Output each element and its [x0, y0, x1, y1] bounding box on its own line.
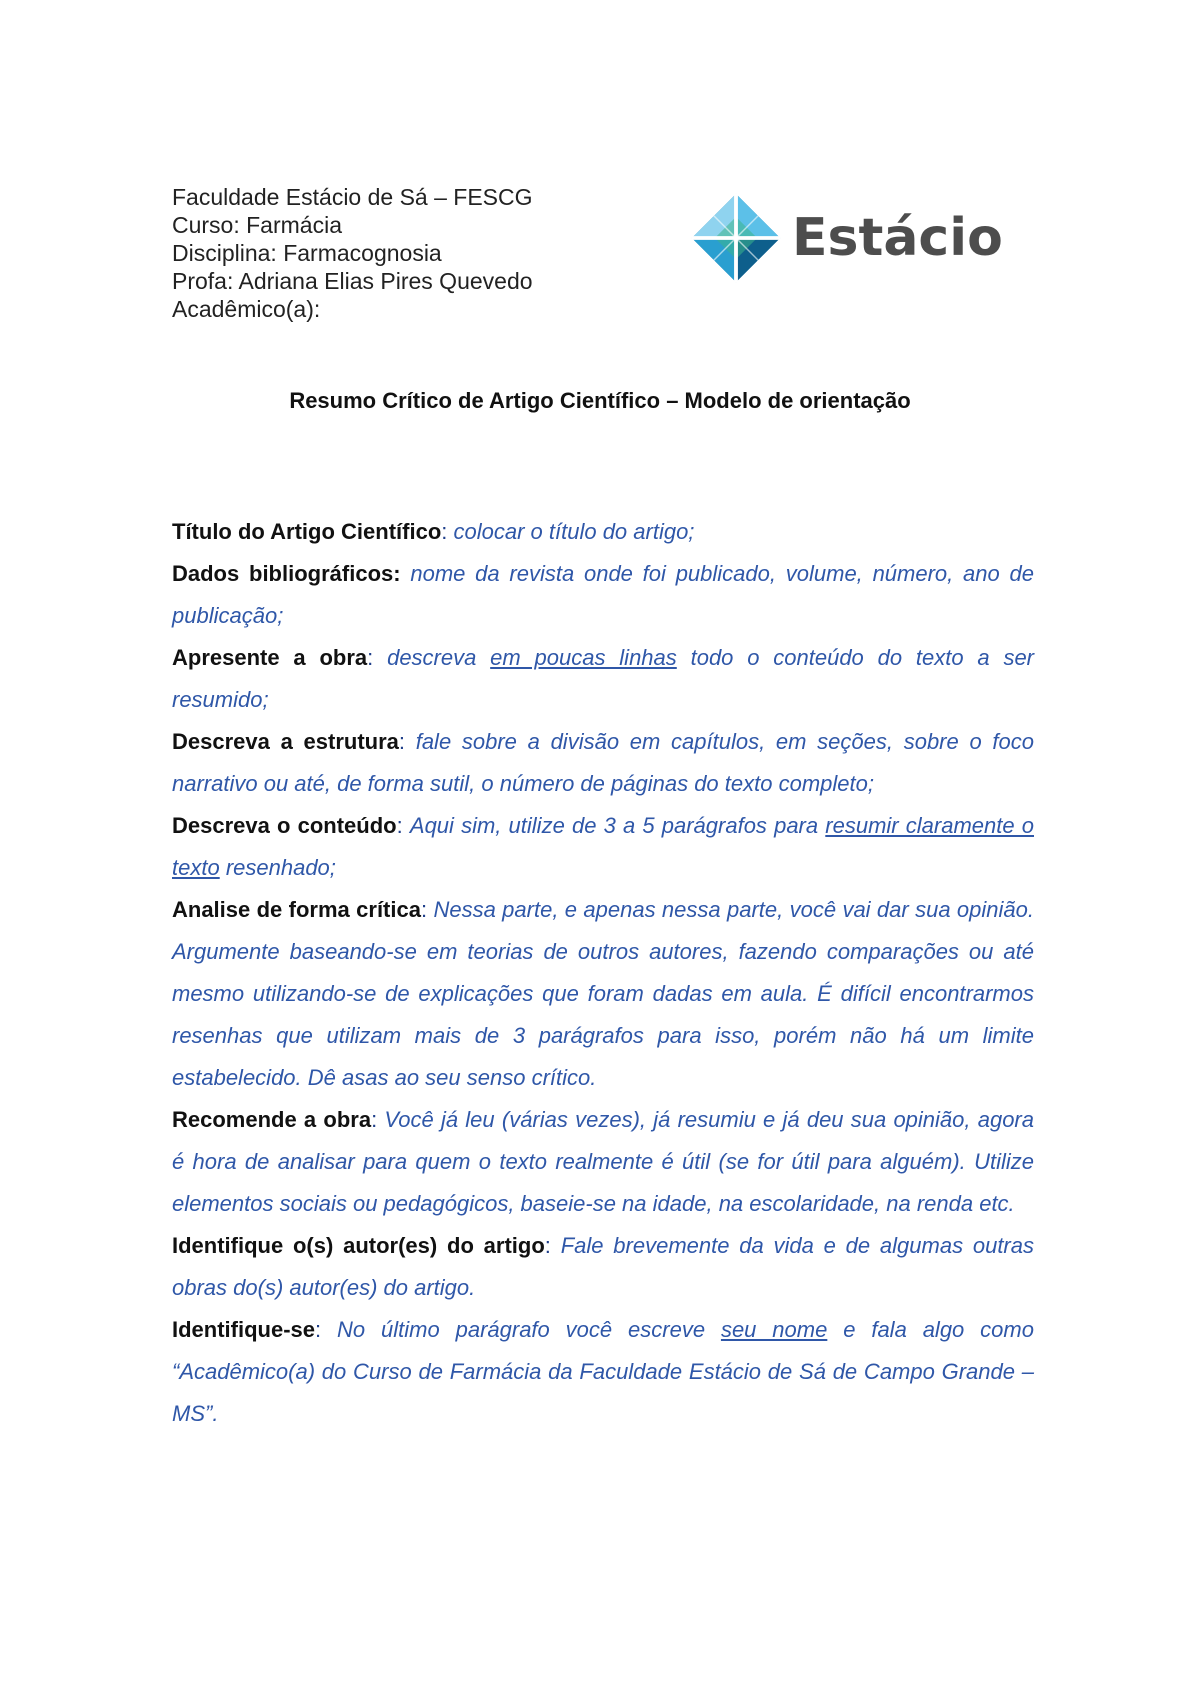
section-label: Dados bibliográficos:: [172, 561, 401, 586]
section-recomende-obra: Recomende a obra: Você já leu (várias vezes), já resumiu e já deu sua opinião, agora é hora de analisar para quem o texto realmente é útil (se for útil para alguém). Utilize elementos sociais ou pedagógicos, baseie-se na idade, na escolaridade, na renda etc.: [172, 1107, 1034, 1216]
logo-wordmark: Estácio: [792, 208, 1003, 268]
student-line: Acadêmico(a):: [172, 296, 321, 322]
section-descreva-conteudo: Descreva o conteúdo: Aqui sim, utilize de 3 a 5 parágrafos para resumir claramente o texto resenhado;: [172, 813, 1034, 880]
discipline-line: Disciplina: Farmacognosia: [172, 240, 442, 266]
section-label: Título do Artigo Científico: [172, 519, 442, 544]
underlined-phrase: seu nome: [720, 1317, 828, 1342]
section-instruction: No último parágrafo você escreve: [337, 1317, 721, 1342]
estacio-logo: [688, 190, 1058, 286]
section-label: Descreva a estrutura: [172, 729, 399, 754]
section-identifique-se: Identifique-se: No último parágrafo você escreve seu nome e fala algo como “Acadêmico(a) do Curso de Farmácia da Faculdade Estácio de Sá de Campo Grande – MS”.: [172, 1317, 1034, 1426]
header-info: [172, 183, 533, 323]
underlined-phrase: resumir claramente o texto: [172, 813, 1034, 880]
course-line: Curso: Farmácia: [172, 212, 342, 238]
section-identifique-autores: Identifique o(s) autor(es) do artigo: Fale brevemente da vida e de algumas outras obras do(s) autor(es) do artigo.: [172, 1233, 1034, 1300]
section-instruction: resenhado;: [219, 855, 336, 880]
section-apresente-obra: Apresente a obra: descreva em poucas linhas todo o conteúdo do texto a ser resumido;: [172, 645, 1035, 712]
section-dados-bibliograficos: [172, 553, 1034, 637]
section-analise-critica: Analise de forma crítica: Nessa parte, e apenas nessa parte, você vai dar sua opinião. Argumente baseando-se em teorias de outros autores, fazendo comparações ou até mesmo utilizando-se de explicações que foram dadas em aula. É difícil encontrarmos resenhas que utilizam mais de 3 parágrafos para isso, porém não há um limite estabelecido. Dê asas ao seu senso crítico.: [172, 897, 1034, 1090]
section-instruction: Aqui sim, utilize de 3 a 5 parágrafos para: [409, 813, 826, 838]
section-descreva-estrutura: Descreva a estrutura: fale sobre a divisão em capítulos, em seções, sobre o foco narrativo ou até, de forma sutil, o número de páginas do texto completo;: [172, 729, 1034, 796]
section-instruction: e fala algo como “Acadêmico(a) do Curso de Farmácia da Faculdade Estácio de Sá de Campo Grande – MS”.: [172, 1317, 1034, 1426]
section-instruction: Fale brevemente da vida e de algumas outras obras do(s) autor(es) do artigo.: [172, 1233, 1034, 1300]
institution-line: Faculdade Estácio de Sá – FESCG: [172, 184, 533, 210]
section-label: Apresente a obra: [172, 645, 368, 670]
section-titulo: Título do Artigo Científico: colocar o título do artigo;: [172, 519, 695, 544]
section-instruction: nome da revista onde foi publicado, volume, número, ano de publicação;: [172, 561, 1034, 628]
document-title: Resumo Crítico de Artigo Científico – Modelo de orientação: [289, 388, 911, 413]
section-instruction: todo o conteúdo do texto a ser resumido;: [172, 645, 1035, 712]
section-label: Identifique o(s) autor(es) do artigo: [172, 1233, 545, 1258]
section-label: Identifique-se: [172, 1317, 316, 1342]
underlined-phrase: em poucas linhas: [490, 645, 677, 670]
section-label: Recomende a obra: [172, 1107, 372, 1132]
section-instruction: fale sobre a divisão em capítulos, em seções, sobre o foco narrativo ou até, de forma sutil, o número de páginas do texto completo;: [172, 729, 1034, 796]
section-label: Analise de forma crítica: [172, 897, 421, 922]
estacio-gem-icon: [688, 190, 784, 286]
section-label: Descreva o conteúdo: [172, 813, 397, 838]
section-instruction: Nessa parte, e apenas nessa parte, você vai dar sua opinião. Argumente baseando-se em teorias de outros autores, fazendo comparações ou até mesmo utilizando-se de explicações que foram dadas em aula. É difícil encontrarmos resenhas que utilizam mais de 3 parágrafos para isso, porém não há um limite estabelecido. Dê asas ao seu senso crítico.: [172, 897, 1034, 1090]
section-instruction: Você já leu (várias vezes), já resumiu e já deu sua opinião, agora é hora de analisar para quem o texto realmente é útil (se for útil para alguém). Utilize elementos sociais ou pedagógicos, baseie-se na idade, na escolaridade, na renda etc.: [172, 1107, 1034, 1216]
section-instruction: descreva: [387, 645, 491, 670]
section-instruction: colocar o título do artigo;: [453, 519, 695, 544]
guidelines-body: [172, 511, 1034, 1435]
professor-line: Profa: Adriana Elias Pires Quevedo: [172, 268, 533, 294]
